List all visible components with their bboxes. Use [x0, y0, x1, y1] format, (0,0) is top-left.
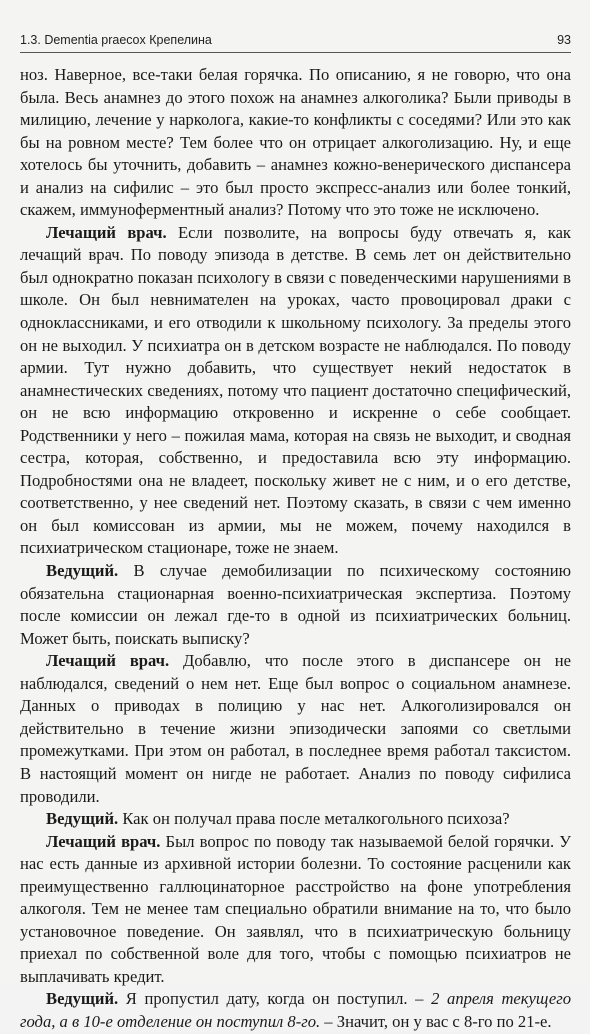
running-header — [20, 30, 571, 53]
paragraph-6 — [20, 988, 571, 1033]
speaker-label: Лечащий врач. — [46, 651, 170, 671]
paragraph-5 — [20, 831, 571, 989]
speaker-label: Ведущий. — [46, 809, 119, 829]
paragraph-text: Как он получал права после металкогольного психоза? — [118, 809, 510, 829]
paragraph-0 — [20, 64, 571, 222]
paragraph-1 — [20, 222, 571, 560]
paragraph-italic-text: 2 апреля текущего года, а в 10-е отделение он поступил 8-го. — [20, 989, 571, 1031]
paragraph-text: Я пропустил дату, когда он поступил. – — [118, 989, 432, 1009]
speaker-label: Лечащий врач. — [46, 831, 161, 851]
speaker-label: Ведущий. — [46, 989, 119, 1009]
body-text — [20, 64, 571, 1034]
chapter-title: 1.3. Dementia praecox Крепелина — [20, 33, 212, 47]
paragraph-text: Добавлю, что после этого в диспансере он не наблюдался, сведений о нем нет. Еще был вопрос о социальном анамнезе. Данных о приводах в полицию у нас нет. Алкоголизировался он действительно в течение жизни эпизодически запоями со светлыми промежутками. При этом он работал, в последнее время работал таксистом. В настоящий момент он нигде не работает. Анализ по поводу сифилиса проводили. — [20, 651, 572, 806]
speaker-label: Ведущий. — [46, 561, 119, 581]
paragraph-3 — [20, 650, 571, 808]
paragraph-text: В случае демобилизации по психическому состоянию обязательна стационарная военно-психиатрическая экспертиза. Поэтому после комиссии он лежал где-то в одной из психиатрических больниц. Может быть, поискать выписку? — [20, 561, 571, 648]
paragraph-text: ноз. Наверное, все-таки белая горячка. По описанию, я не говорю, что она была. Весь анамнез до этого похож на анамнез алкоголика? Были приводы в милицию, лечение у нарколога, какие-то конфликты с соседями? Или это как бы на ровном месте? Тем более что он отрицает алкоголизацию. Ну, и еще хотелось бы уточнить, добавить – анамнез кожно-венерического диспансера и анализ на сифилис – это был просто экспресс-анализ или более тонкий, скажем, иммуноферментный анализ? Потому что это тоже не исключено. — [20, 65, 571, 220]
paragraph-2 — [20, 560, 571, 650]
paragraph-4 — [20, 808, 571, 831]
paragraph-text: Если позволите, на вопросы буду отвечать я, как лечащий врач. По поводу эпизода в детстве. В семь лет он действительно был однократно показан психологу в связи с поведенческими нарушениями в школе. Он был невнимателен на уроках, часто провоцировал драки с одноклассниками, и его отводили к школьному психологу. За пределы этого он не выходил. У психиатра он в детском возрасте не наблюдался. По поводу армии. Тут нужно добавить, что существует некий недостаток в анамнестических сведениях, потому что пациент достаточно специфический, он не всю информацию откровенно и искренне о себе сообщает. Родственники у него – пожилая мама, которая на связь не выходит, и сводная сестра, которая, собственно, и предоставила всю эту информацию. Подробностями она не владеет, поскольку живет не с ним, и о его детстве, соответственно, у нее сведений нет. Поэтому сказать, в связи с чем именно он был комиссован из армии, мы не можем, почему находился в психиатрическом стационаре, тоже не знаем. — [20, 222, 571, 558]
paragraph-text: – Значит, он у вас с 8-го по 21-е. — [320, 1011, 552, 1031]
paragraph-text: Был вопрос по поводу так называемой белой горячки. У нас есть данные из архивной истории болезни. То состояние расценили как преимущественно галлюцинаторное расстройство на фоне употребления алкоголя. Тем не менее там специально обратили внимание на то, что было установочное поведение. Он заявлял, что в психиатрическую больницу приехал по собственной воле для того, чтобы с помощью психиатров не выплачивать кредит. — [20, 831, 572, 986]
speaker-label: Лечащий врач. — [46, 222, 167, 242]
page-number: 93 — [557, 33, 571, 47]
